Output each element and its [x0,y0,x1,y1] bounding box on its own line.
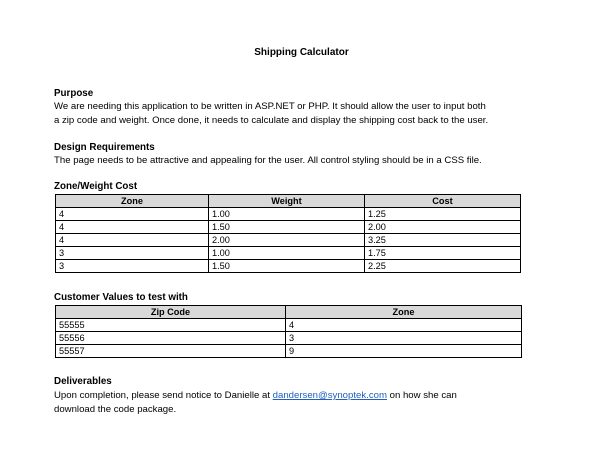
cost-cell: 3.25 [364,234,520,247]
design-line-1: The page needs to be attractive and appealing for the user. All control styling should be in a CSS file. [54,155,482,166]
deliverables-line-2: download the code package. [54,403,177,415]
column-header: Cost [364,195,520,208]
page-title: Shipping Calculator [254,47,349,58]
table-row [56,332,522,345]
zone-cell: 9 [286,345,522,358]
zip-code-cell: 55557 [56,345,286,358]
column-header: Zip Code [56,306,286,319]
purpose-line-1: We are needing this application to be written in ASP.NET or PHP. It should allow the user to input both [54,101,486,112]
weight-cell: 2.00 [208,234,364,247]
column-header: Weight [208,195,364,208]
zone-weight-heading: Zone/Weight Cost [54,181,138,192]
table-row [56,221,521,234]
table-header-row [56,306,522,319]
cost-cell: 1.75 [364,247,520,260]
weight-cell: 1.00 [208,208,364,221]
deliverables-text [54,389,554,416]
weight-cell: 1.00 [208,247,364,260]
table-row [56,260,521,273]
table-row [56,345,522,358]
email-link[interactable]: dandersen@synoptek.com [272,390,387,401]
cost-cell: 2.00 [364,221,520,234]
table-row [56,234,521,247]
customer-values-table [55,305,522,358]
zone-cell: 3 [286,332,522,345]
deliverables-line-1 [54,389,554,403]
cost-cell: 2.25 [364,260,520,273]
purpose-text [54,100,554,127]
table-header-row [56,195,521,208]
purpose-heading: Purpose [54,88,94,99]
zip-code-cell: 55555 [56,319,286,332]
customer-values-heading: Customer Values to test with [54,292,188,303]
design-heading: Design Requirements [54,142,155,153]
purpose-line-2: a zip code and weight. Once done, it needs to calculate and display the shipping cost back to the user. [54,114,489,126]
zone-cell: 4 [56,234,209,247]
cost-cell: 1.25 [364,208,520,221]
column-header: Zone [286,306,522,319]
table-row [56,319,522,332]
weight-cell: 1.50 [208,260,364,273]
zone-weight-table [55,194,521,273]
zone-cell: 3 [56,260,209,273]
table-row [56,208,521,221]
weight-cell: 1.50 [208,221,364,234]
zip-code-cell: 55556 [56,332,286,345]
zone-cell: 4 [56,208,209,221]
deliverables-prefix: Upon completion, please send notice to Danielle at [54,390,273,401]
zone-cell: 4 [56,221,209,234]
design-text [54,154,554,168]
column-header: Zone [56,195,209,208]
zone-cell: 4 [286,319,522,332]
zone-cell: 3 [56,247,209,260]
table-row [56,247,521,260]
deliverables-heading: Deliverables [54,376,112,387]
deliverables-suffix: on how she can [386,390,457,401]
